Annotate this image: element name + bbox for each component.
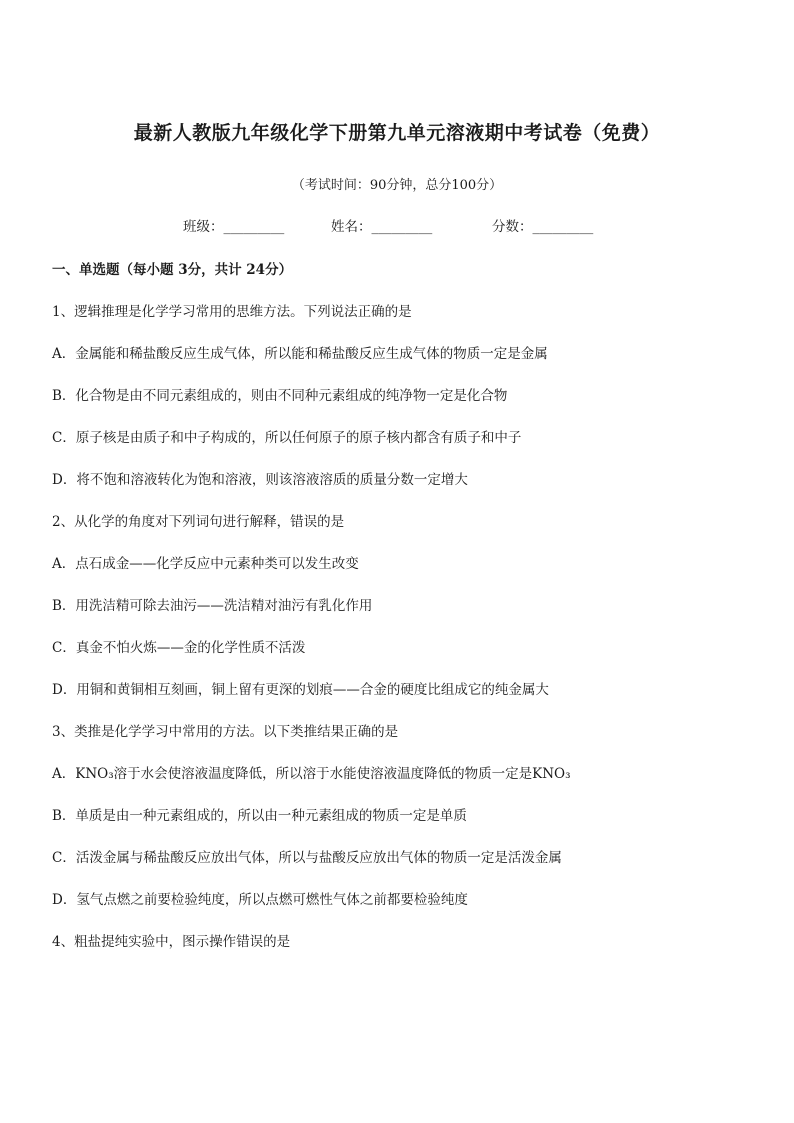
question-3-option-a: A．KNO₃溶于水会使溶液温度降低，所以溶于水能使溶液温度降低的物质一定是KNO₃ — [52, 766, 571, 782]
question-2-option-b: B．用洗洁精可除去油污——洗洁精对油污有乳化作用 — [52, 598, 373, 614]
class-field: 班级：_________ — [183, 219, 285, 235]
question-1-option-b: B．化合物是由不同元素组成的，则由不同种元素组成的纯净物一定是化合物 — [52, 388, 508, 404]
question-3-option-b: B．单质是由一种元素组成的，所以由一种元素组成的物质一定是单质 — [52, 808, 467, 824]
question-2-stem: 2、从化学的角度对下列词句进行解释，错误的是 — [52, 514, 345, 530]
question-3-option-c: C．活泼金属与稀盐酸反应放出气体，所以与盐酸反应放出气体的物质一定是活泼金属 — [52, 850, 562, 866]
page-title: 最新人教版九年级化学下册第九单元溶液期中考试卷（免费） — [133, 122, 661, 144]
question-2-option-a: A．点石成金——化学反应中元素种类可以发生改变 — [52, 556, 359, 572]
name-field: 姓名：_________ — [331, 219, 433, 235]
question-1-stem: 1、逻辑推理是化学学习常用的思维方法。下列说法正确的是 — [52, 304, 412, 320]
section-heading: 一、单选题（每小题 3分，共计 24分） — [52, 262, 293, 278]
question-3-option-d: D．氢气点燃之前要检验纯度，所以点燃可燃性气体之前都要检验纯度 — [52, 892, 468, 908]
question-1-option-c: C．原子核是由质子和中子构成的，所以任何原子的原子核内都含有质子和中子 — [52, 430, 522, 446]
question-2-option-d: D．用铜和黄铜相互刻画，铜上留有更深的划痕——合金的硬度比组成它的纯金属大 — [52, 682, 549, 698]
exam-subtitle: （考试时间：90分钟，总分100分） — [291, 178, 503, 193]
score-field: 分数：_________ — [492, 219, 594, 235]
question-4-stem: 4、粗盐提纯实验中，图示操作错误的是 — [52, 934, 291, 950]
question-3-stem: 3、类推是化学学习中常用的方法。以下类推结果正确的是 — [52, 724, 399, 740]
question-1-option-a: A．金属能和稀盐酸反应生成气体，所以能和稀盐酸反应生成气体的物质一定是金属 — [52, 346, 548, 362]
question-2-option-c: C．真金不怕火炼——金的化学性质不活泼 — [52, 640, 306, 656]
question-1-option-d: D．将不饱和溶液转化为饱和溶液，则该溶液溶质的质量分数一定增大 — [52, 472, 468, 488]
